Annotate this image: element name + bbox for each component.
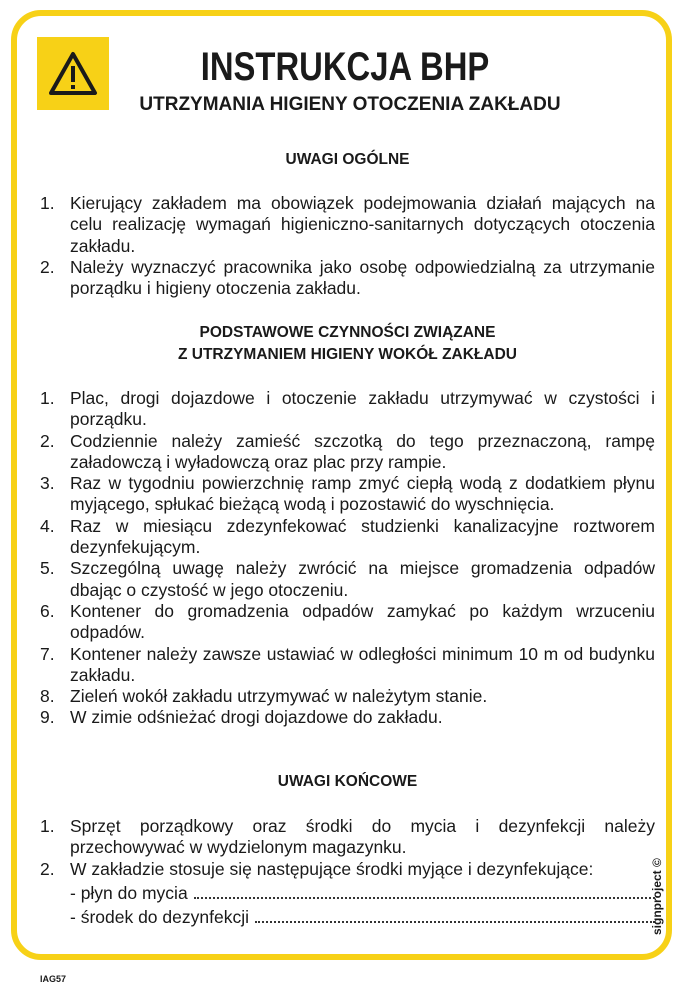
page-subtitle: UTRZYMANIA HIGIENY OTOCZENIA ZAKŁADU: [139, 94, 561, 115]
fill-in-field[interactable]: [194, 883, 655, 899]
product-code: IAG57: [40, 974, 67, 984]
list-basic: [40, 388, 655, 729]
page-title: INSTRUKCJA BHP: [200, 45, 490, 89]
list-item: 9. W zimie odśnieżać drogi dojazdowe do zakładu.: [40, 707, 443, 728]
section-heading-final: UWAGI KOŃCOWE: [277, 773, 418, 790]
list-item: 1. Sprzęt porządkowy oraz środki do mycia i dezynfekcji należy przechowywać w wydzielonym magazynku.: [40, 816, 655, 858]
list-final: [40, 816, 655, 928]
list-item: 5. Szczególną uwagę należy zwrócić na miejsce gromadzenia odpadów dbając o czystość w jego otoczeniu.: [40, 558, 655, 600]
list-item: 4. Raz w miesiącu zdezynfekować studzienki kanalizacyjne roztworem dezynfekującym.: [40, 515, 655, 558]
list-item: 3. Raz w tygodniu powierzchnię ramp zmyć ciepłą wodą z dodatkiem płynu myjącego, spłukać bieżącą wodą i pozostawić do wyschnięcia.: [40, 473, 655, 515]
list-item: 1. Kierujący zakładem ma obowiązek podejmowania działań mających na celu realizację wymagań higieniczno-sanitarnych dotyczących otoczenia zakładu.: [40, 193, 655, 256]
section-heading-basic-line1: PODSTAWOWE CZYNNOŚCI ZWIĄZANE: [199, 324, 496, 341]
fill-in-field[interactable]: [255, 907, 655, 923]
list-item: 7. Kontener należy zawsze ustawiać w odległości minimum 10 m od budynku zakładu.: [40, 643, 655, 685]
section-heading-basic-line2: Z UTRZYMANIEM HIGIENY WOKÓŁ ZAKŁADU: [178, 346, 517, 363]
list-general: [40, 193, 655, 299]
blank-line-cleaning-fluid: - płyn do mycia: [70, 883, 655, 904]
copyright-label: signproject ©: [650, 858, 664, 935]
list-item: 2. Należy wyznaczyć pracownika jako osobę odpowiedzialną za utrzymanie porządku i higieny otoczenia zakładu.: [40, 256, 655, 299]
list-item: 2. W zakładzie stosuje się następujące środki myjące i dezynfekujące: - płyn do mycia - środek do dezynfekcji: [40, 859, 655, 929]
list-item: 6. Kontener do gromadzenia odpadów zamykać po każdym wrzuceniu odpadów.: [40, 600, 655, 643]
blank-line-disinfectant: - środek do dezynfekcji: [70, 907, 655, 928]
list-item: 8. Zieleń wokół zakładu utrzymywać w należytym stanie.: [40, 686, 488, 707]
section-heading-general: UWAGI OGÓLNE: [285, 151, 410, 168]
list-item: 1. Plac, drogi dojazdowe i otoczenie zakładu utrzymywać w czystości i porządku.: [40, 388, 655, 430]
list-item: 2. Codziennie należy zamieść szczotką do tego przeznaczoną, rampę załadowczą i wyładowczą oraz plac przy rampie.: [40, 430, 655, 472]
